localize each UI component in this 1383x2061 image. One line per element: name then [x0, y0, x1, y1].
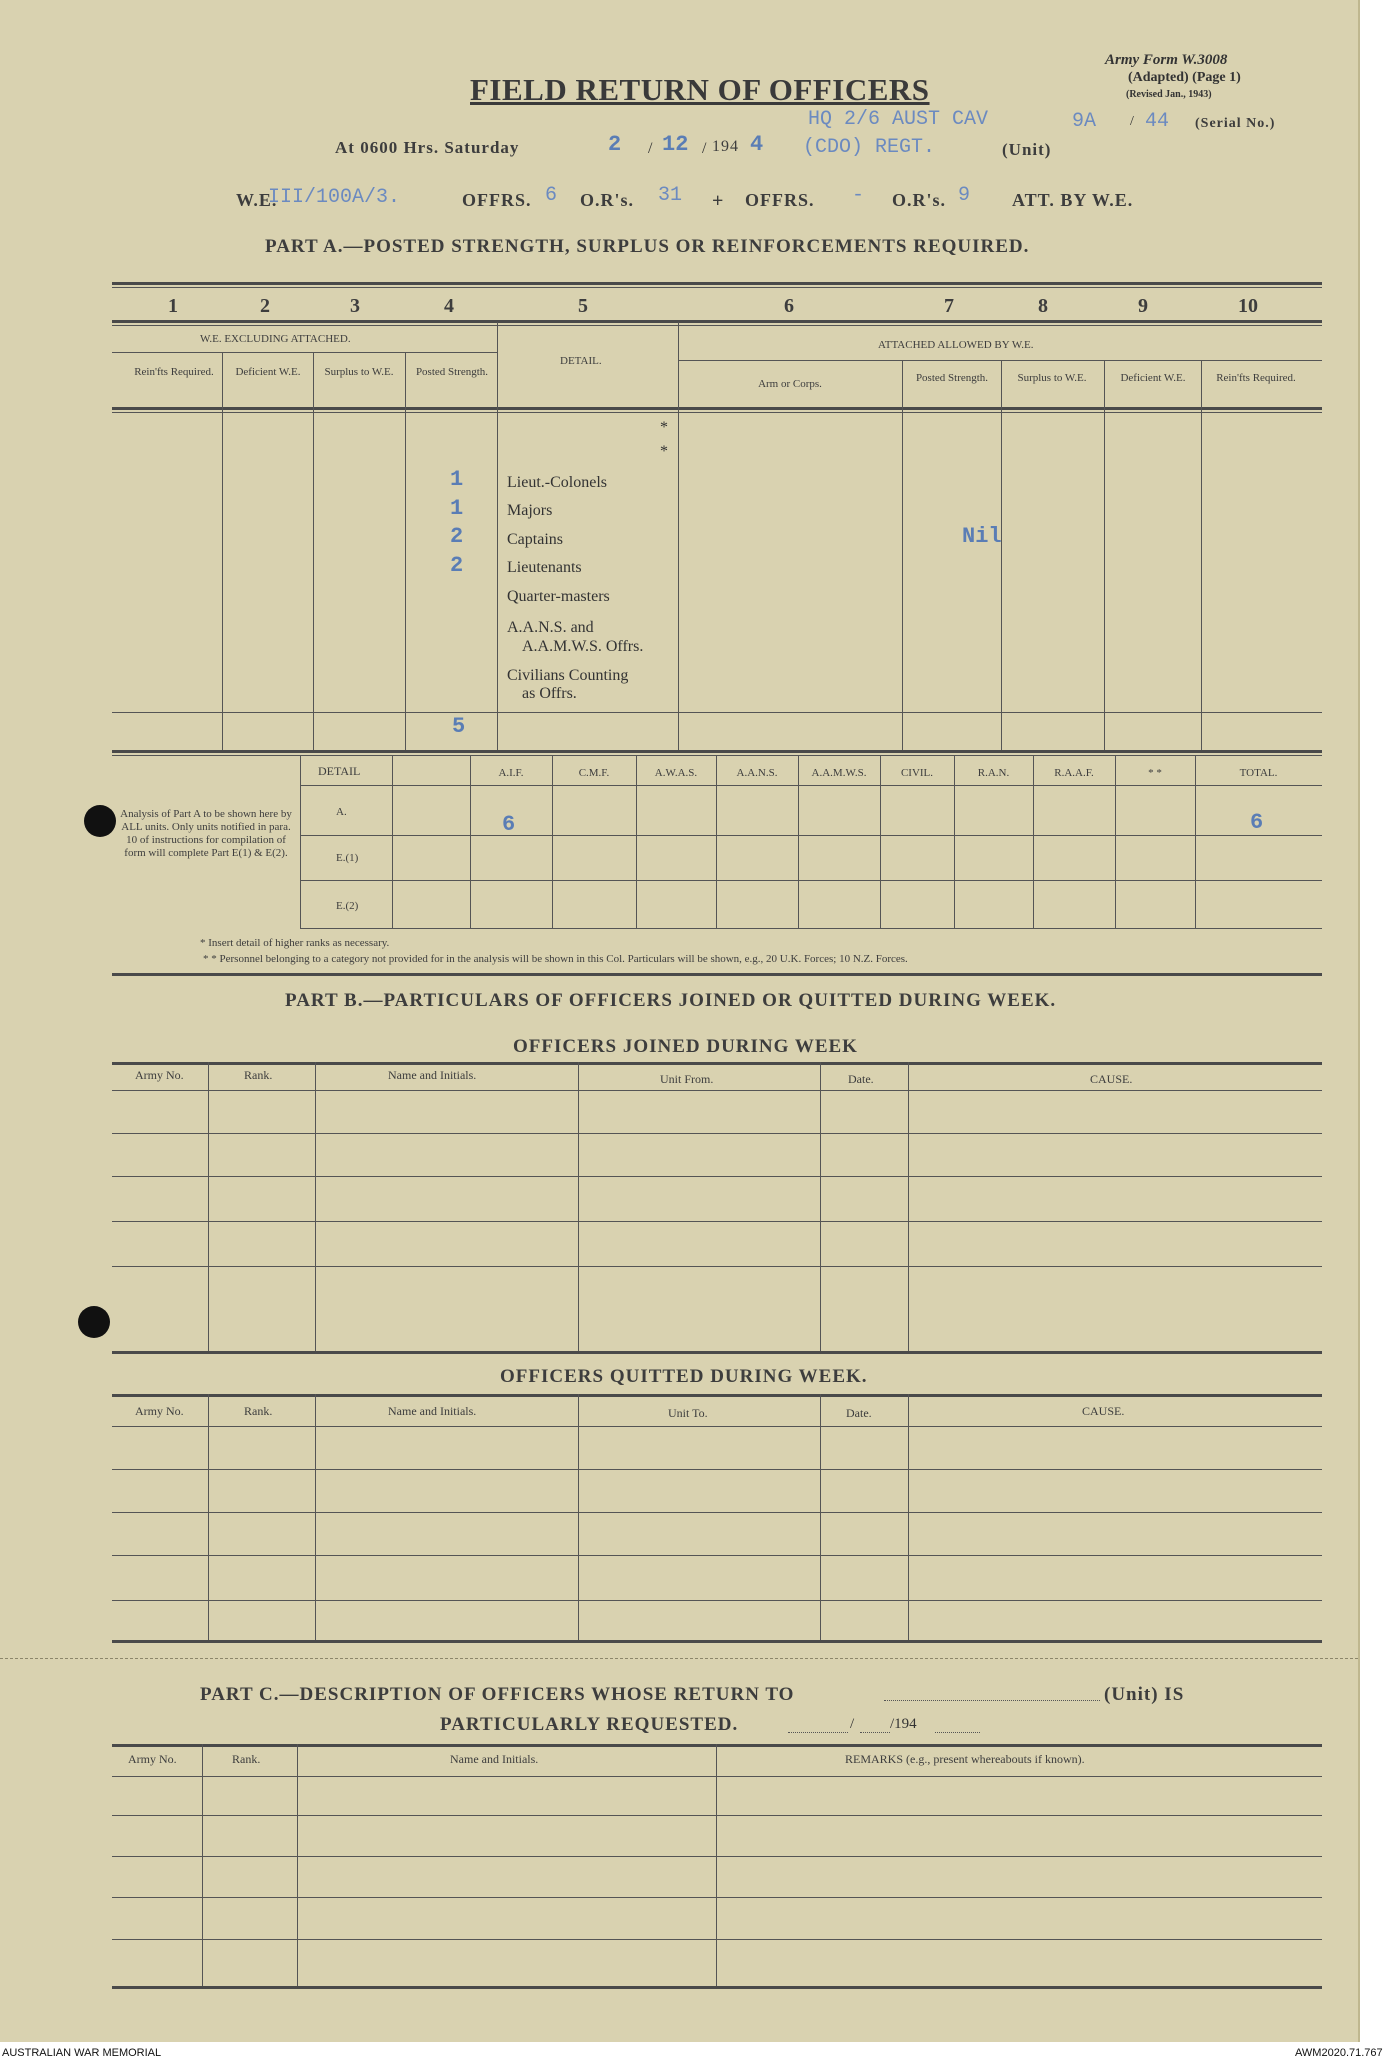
analysis-row-rule	[300, 835, 1322, 836]
part-a-bottom-rule-2	[112, 755, 1322, 756]
joined-col-army-no: Army No.	[135, 1068, 184, 1082]
quitted-heading: OFFICERS QUITTED DURING WEEK.	[500, 1366, 868, 1387]
joined-col-line	[578, 1062, 579, 1351]
analysis-row-e1: E.(1)	[336, 852, 359, 864]
analysis-detail-label: DETAIL	[318, 764, 361, 778]
unit-label: (Unit)	[1002, 140, 1052, 159]
quitted-col-line	[820, 1394, 821, 1640]
plus-sign: +	[712, 190, 725, 212]
unit-name-line2: (CDO) REGT.	[803, 136, 936, 159]
part-a-col-line	[1201, 360, 1202, 750]
quitted-top-rule	[112, 1394, 1322, 1397]
attached-nil: Nil	[962, 524, 1002, 549]
punch-hole	[84, 805, 116, 837]
we-excl-rule	[112, 352, 498, 353]
analysis-row-rule	[300, 880, 1322, 881]
part-c-head-rule	[112, 1776, 1322, 1777]
form-number: Army Form W.3008	[1105, 52, 1228, 68]
analysis-row-e2: E.(2)	[336, 900, 359, 912]
attached-rule	[678, 360, 1322, 361]
rank-lieut-colonels: Lieut.-Colonels	[507, 474, 607, 491]
joined-top-rule	[112, 1062, 1322, 1065]
posted-captains: 2	[450, 524, 464, 549]
analysis-col-line	[1195, 755, 1196, 928]
part-a-col-line	[1001, 360, 1002, 750]
analysis-col-line	[300, 755, 301, 928]
report-month: 12	[662, 132, 689, 157]
col-number: 3	[350, 295, 360, 317]
analysis-row-a: A.	[336, 806, 347, 818]
analysis-col-cmf: C.M.F.	[578, 767, 610, 779]
part-c-col-name: Name and Initials.	[450, 1752, 539, 1766]
analysis-col-line	[392, 755, 393, 928]
quitted-row-rule	[112, 1600, 1322, 1601]
att-offrs-value: -	[852, 184, 865, 207]
quitted-head-rule	[112, 1426, 1322, 1427]
quitted-col-cause: CAUSE.	[1082, 1404, 1125, 1418]
joined-row-rule	[112, 1133, 1322, 1134]
col-head-att-deficient: Deficient W.E.	[1120, 372, 1186, 384]
col-number: 4	[444, 295, 454, 317]
part-a-col-line	[1104, 360, 1105, 750]
part-a-top-rule-2	[112, 287, 1322, 288]
col-head-arm-corps: Arm or Corps.	[758, 378, 822, 390]
part-c-row-rule	[112, 1939, 1322, 1940]
colnum-rule	[112, 320, 1322, 323]
part-c-col-line	[202, 1744, 203, 1986]
part-c-date-blank-1	[788, 1732, 848, 1733]
analysis-head-rule	[300, 785, 1322, 786]
rank-quartermasters: Quarter-masters	[507, 588, 610, 605]
att-offrs-label: OFFRS.	[745, 190, 815, 210]
part-c-year: /194	[890, 1716, 917, 1732]
att-ors-label: O.R's.	[892, 190, 947, 210]
quitted-col-army-no: Army No.	[135, 1404, 184, 1418]
part-c-col-rank: Rank.	[232, 1752, 261, 1766]
part-a-heading: PART A.—POSTED STRENGTH, SURPLUS OR REINFORCEMENTS REQUIRED.	[265, 236, 1030, 257]
rank-civilians-2: as Offrs.	[522, 685, 577, 702]
analysis-bottom-rule	[300, 928, 1322, 929]
part-b-top-rule	[112, 973, 1322, 976]
col-number: 7	[944, 295, 954, 317]
part-c-heading: PART C.—DESCRIPTION OF OFFICERS WHOSE RETURN TO	[200, 1684, 795, 1705]
offrs-value: 6	[545, 184, 558, 207]
report-day: 2	[608, 132, 622, 157]
rank-majors: Majors	[507, 502, 553, 519]
serial-slash: /	[1130, 114, 1134, 129]
col-head-att-posted: Posted Strength.	[915, 372, 989, 384]
quitted-row-rule	[112, 1512, 1322, 1513]
analysis-col-ran: R.A.N.	[977, 767, 1010, 779]
analysis-col-line	[470, 755, 471, 928]
part-c-row-rule	[112, 1815, 1322, 1816]
part-c-unit-is: (Unit) IS	[1104, 1684, 1185, 1705]
col-number: 6	[784, 295, 794, 317]
quitted-col-line	[908, 1394, 909, 1640]
we-excluding-attached-label: W.E. EXCLUDING ATTACHED.	[200, 333, 351, 345]
joined-head-rule	[112, 1090, 1322, 1091]
part-a-col-line	[902, 360, 903, 750]
posted-total: 5	[452, 714, 466, 739]
ors-value: 31	[658, 184, 683, 207]
analysis-col-total: TOTAL.	[1239, 767, 1278, 779]
detail-label: DETAIL.	[560, 355, 602, 367]
col-head-deficient: Deficient W.E.	[235, 366, 301, 378]
col-head-surplus: Surplus to W.E.	[324, 366, 394, 378]
analysis-col-aans: A.A.N.S.	[736, 767, 778, 779]
part-c-row-rule	[112, 1897, 1322, 1898]
serial-part-a: 9A	[1072, 110, 1097, 133]
footnote-1: * Insert detail of higher ranks as necessary.	[200, 937, 390, 949]
page-title: FIELD RETURN OF OFFICERS	[470, 72, 930, 107]
part-c-col-line	[297, 1744, 298, 1986]
analysis-col-other: * *	[1148, 767, 1162, 779]
col-number: 8	[1038, 295, 1048, 317]
quitted-col-date: Date.	[846, 1406, 872, 1420]
unit-name-line1: HQ 2/6 AUST CAV	[808, 108, 989, 131]
part-a-col-line	[222, 352, 223, 750]
footnote-2: * * Personnel belonging to a category not provided for in the analysis will be shown in this Col. Particulars will be shown, e.g., 20 U.K. Forces; 10 N.Z. Forces.	[203, 953, 908, 965]
we-value: III/100A/3.	[268, 186, 401, 209]
part-c-date-blank-2	[860, 1732, 890, 1733]
quitted-col-line	[315, 1394, 316, 1640]
joined-col-line	[908, 1062, 909, 1351]
joined-row-rule	[112, 1176, 1322, 1177]
analysis-col-line	[880, 755, 881, 928]
form-adapted: (Adapted) (Page 1)	[1128, 70, 1241, 85]
analysis-col-raaf: R.A.A.F.	[1054, 767, 1094, 779]
joined-col-line	[820, 1062, 821, 1351]
joined-col-cause: CAUSE.	[1090, 1072, 1133, 1086]
joined-bottom-rule	[112, 1351, 1322, 1354]
footer-institution: AUSTRALIAN WAR MEMORIAL	[2, 2047, 162, 2059]
part-c-col-line	[716, 1744, 717, 1986]
rank-aamws: A.A.M.W.S. Offrs.	[522, 638, 644, 655]
analysis-total-a-value: 6	[1250, 810, 1264, 835]
part-a-col-line	[313, 352, 314, 750]
offrs-label: OFFRS.	[462, 190, 532, 210]
date-slash: /	[648, 140, 653, 157]
joined-col-unit-from: Unit From.	[660, 1072, 714, 1086]
joined-row-rule	[112, 1221, 1322, 1222]
part-c-bottom-rule	[112, 1986, 1322, 1989]
head-bottom-rule	[112, 407, 1322, 410]
ors-label: O.R's.	[580, 190, 635, 210]
analysis-note: Analysis of Part A to be shown here by ALL units. Only units notified in para. 10 of instructions for compilation of form will complete Part E(1) & E(2).	[120, 808, 292, 859]
quitted-row-rule	[112, 1555, 1322, 1556]
joined-col-rank: Rank.	[244, 1068, 273, 1082]
part-c-col-remarks: REMARKS (e.g., present whereabouts if known).	[845, 1752, 1085, 1766]
joined-col-date: Date.	[848, 1072, 874, 1086]
asterisk: *	[660, 419, 668, 436]
part-c-top-rule	[112, 1744, 1322, 1747]
analysis-col-line	[636, 755, 637, 928]
rank-civilians: Civilians Counting	[507, 667, 629, 684]
year-digit: 4	[750, 132, 764, 157]
analysis-col-civil: CIVIL.	[900, 767, 934, 779]
quitted-col-line	[578, 1394, 579, 1640]
total-row-rule	[112, 712, 1322, 713]
analysis-col-aamws: A.A.M.W.S.	[811, 767, 867, 779]
col-number: 10	[1238, 295, 1258, 317]
analysis-aif-a-value: 6	[502, 812, 516, 837]
joined-col-name: Name and Initials.	[388, 1068, 477, 1082]
form-revised: (Revised Jan., 1943)	[1126, 89, 1212, 100]
part-c-unit-blank	[884, 1700, 1100, 1701]
quitted-col-name: Name and Initials.	[388, 1404, 477, 1418]
we-label: W.E.	[236, 190, 278, 210]
joined-col-line	[315, 1062, 316, 1351]
quitted-col-unit-to: Unit To.	[668, 1406, 708, 1420]
part-a-col-line	[405, 352, 406, 750]
part-c-year-blank	[935, 1732, 980, 1733]
col-head-att-surplus: Surplus to W.E.	[1017, 372, 1087, 384]
footer-accession: AWM2020.71.767	[1295, 2047, 1383, 2059]
punch-hole	[78, 1306, 110, 1338]
rank-captains: Captains	[507, 531, 563, 548]
col-number: 2	[260, 295, 270, 317]
part-c-row-rule	[112, 1856, 1322, 1857]
joined-row-rule	[112, 1266, 1322, 1267]
col-head-posted: Posted Strength.	[415, 366, 489, 378]
rank-aans: A.A.N.S. and	[507, 619, 594, 636]
col-number: 9	[1138, 295, 1148, 317]
head-bottom-rule-2	[112, 412, 1322, 413]
part-c-col-army-no: Army No.	[128, 1752, 177, 1766]
att-by-we-label: ATT. BY W.E.	[1012, 190, 1134, 210]
quitted-col-rank: Rank.	[244, 1404, 273, 1418]
attached-allowed-label: ATTACHED ALLOWED BY W.E.	[878, 339, 1034, 351]
col-number: 5	[578, 295, 588, 317]
rank-lieutenants: Lieutenants	[507, 559, 582, 576]
report-time-label: At 0600 Hrs. Saturday	[335, 138, 520, 157]
analysis-col-line	[552, 755, 553, 928]
date-slash: /	[850, 1716, 855, 1732]
posted-lieutenants: 2	[450, 553, 464, 578]
quitted-row-rule	[112, 1469, 1322, 1470]
analysis-col-line	[1033, 755, 1034, 928]
analysis-col-awas: A.W.A.S.	[654, 767, 698, 779]
serial-label: (Serial No.)	[1195, 116, 1276, 131]
part-a-bottom-rule	[112, 750, 1322, 753]
joined-heading: OFFICERS JOINED DURING WEEK	[513, 1036, 858, 1057]
att-ors-value: 9	[958, 184, 971, 207]
part-b-heading: PART B.—PARTICULARS OF OFFICERS JOINED OR QUITTED DURING WEEK.	[285, 990, 1057, 1011]
quitted-col-line	[208, 1394, 209, 1640]
perforation-line	[0, 1658, 1358, 1659]
posted-lieut-colonels: 1	[450, 467, 464, 492]
posted-majors: 1	[450, 496, 464, 521]
part-c-requested: PARTICULARLY REQUESTED.	[440, 1714, 739, 1735]
part-a-top-rule	[112, 282, 1322, 285]
analysis-col-line	[716, 755, 717, 928]
serial-part-b: 44	[1145, 110, 1170, 133]
analysis-col-line	[954, 755, 955, 928]
quitted-bottom-rule	[112, 1640, 1322, 1643]
analysis-col-line	[798, 755, 799, 928]
col-head-reinfts: Rein'fts Required.	[134, 366, 214, 378]
part-a-col-line	[678, 322, 679, 750]
colnum-rule-2	[112, 325, 1322, 326]
col-head-att-reinfts: Rein'fts Required.	[1216, 372, 1296, 384]
asterisk: *	[660, 443, 668, 460]
analysis-col-line	[1115, 755, 1116, 928]
year-prefix: 194	[712, 138, 739, 155]
part-a-col-line	[497, 322, 498, 750]
joined-col-line	[208, 1062, 209, 1351]
date-slash: /	[702, 140, 707, 157]
col-number: 1	[168, 295, 178, 317]
analysis-col-aif: A.I.F.	[498, 767, 524, 779]
